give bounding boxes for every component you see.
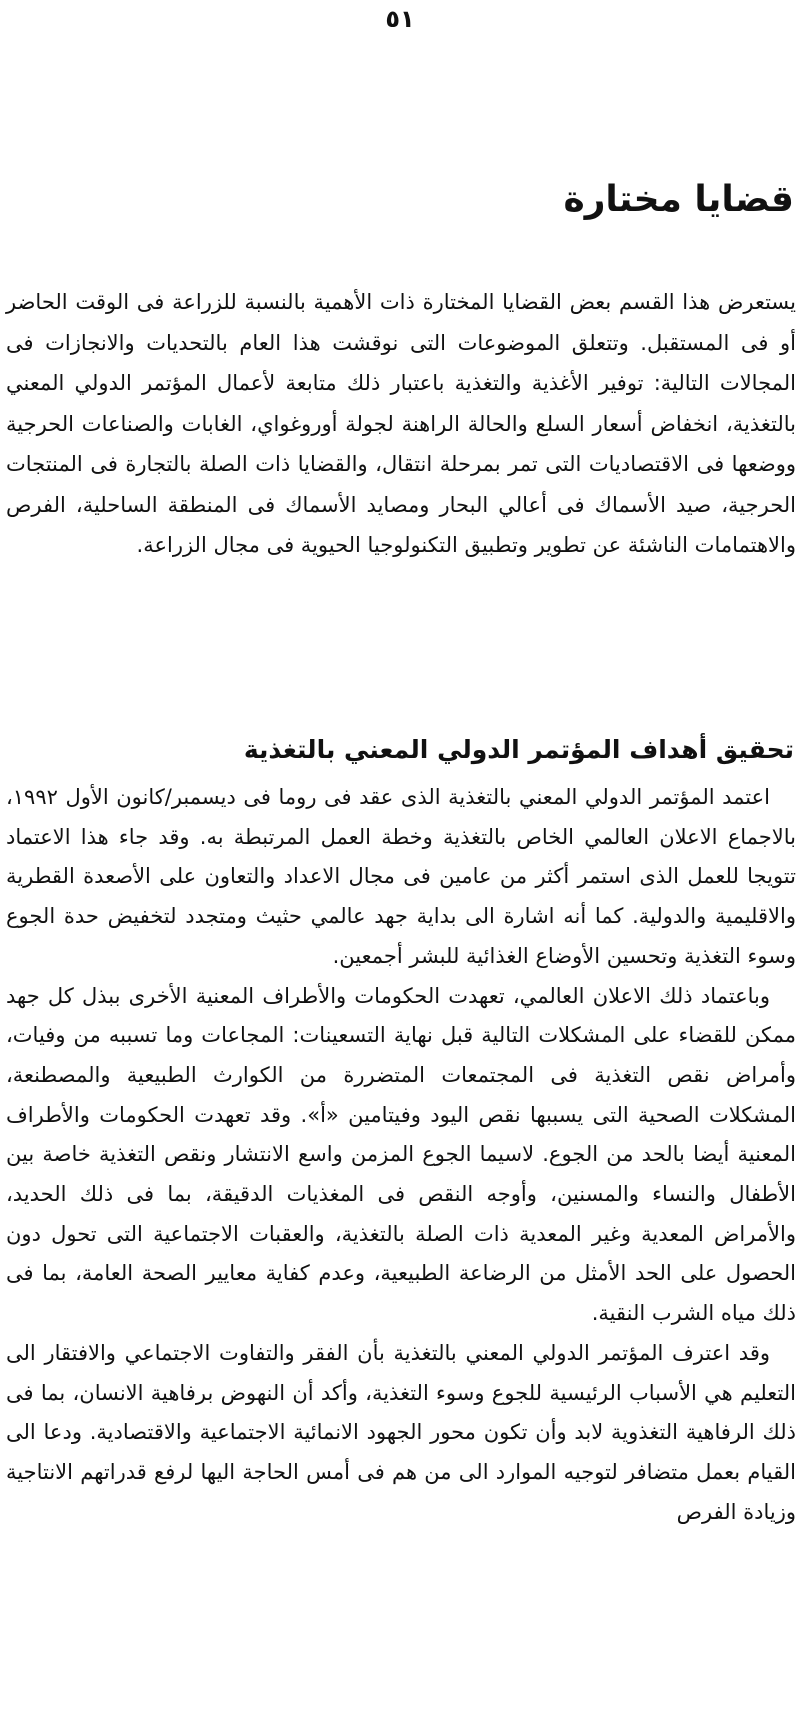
subheading: تحقيق أهداف المؤتمر الدولي المعني بالتغذية [243,735,794,764]
body-text [6,778,796,1532]
body-paragraph: اعتمد المؤتمر الدولي المعني بالتغذية الذى عقد فى روما فى ديسمبر/كانون الأول ١٩٩٢، بالاجماع الاعلان العالمي الخاص بالتغذية وخطة العمل المرتبطة به. وقد جاء هذا الاعتماد تتويجا للعمل الذى استمر أكثر من عامين فى مجال الاعداد والتعاون على الأصعدة القطرية والاقليمية والدولية. كما أنه اشارة الى بداية جهد عالمي حثيث ومتجدد لتخفيض حدة الجوع وسوء التغذية وتحسين الأوضاع الغذائية للبشر أجمعين. [6,785,796,968]
body-paragraph: وباعتماد ذلك الاعلان العالمي، تعهدت الحكومات والأطراف المعنية الأخرى ببذل كل جهد ممكن للقضاء على المشكلات التالية قبل نهاية التسعينات: المجاعات وما تسببه من وفيات، وأمراض نقص التغذية فى المجتمعات المتضررة من الكوارث الطبيعية والمصطنعة، المشكلات الصحية التى يسببها نقص اليود وفيتامين «أ». وقد تعهدت الحكومات والأطراف المعنية أيضا بالحد من الجوع. لاسيما الجوع المزمن واسع الانتشار ونقص التغذية خاصة بين الأطفال والنساء والمسنين، وأوجه النقص فى المغذيات الدقيقة، بما فى ذلك الحديد، والأمراض المعدية وغير المعدية ذات الصلة بالتغذية، والعقبات الاجتماعية التى تحول دون الحصول على الحد الأمثل من الرضاعة الطبيعية، وعدم كفاية معايير الصحة العامة، بما فى ذلك مياه الشرب النقية. [6,983,796,1326]
body-paragraph: وقد اعترف المؤتمر الدولي المعني بالتغذية بأن الفقر والتفاوت الاجتماعي والافتقار الى التعليم هي الأسباب الرئيسية للجوع وسوء التغذية، وأكد أن النهوض برفاهية الانسان، بما فى ذلك الرفاهية التغذوية لابد وأن تكون محور الجهود الانمائية الاجتماعية والاقتصادية. ودعا الى القيام بعمل متضافر لتوجيه الموارد الى من هم فى أمس الحاجة اليها لرفع قدراتهم الانتاجية وزيادة الفرص [6,1340,796,1524]
section-title: قضايا مختارة [563,179,794,220]
intro-paragraph: يستعرض هذا القسم بعض القضايا المختارة ذات الأهمية بالنسبة للزراعة فى الوقت الحاضر أو فى المستقبل. وتتعلق الموضوعات التى نوقشت هذا العام بالتحديات والانجازات فى المجالات التالية: توفير الأغذية والتغذية باعتبار ذلك متابعة لأعمال المؤتمر الدولي المعني بالتغذية، انخفاض أسعار السلع والحالة الراهنة لجولة أوروغواي، الغابات والصناعات الحرجية ووضعها فى الاقتصاديات التى تمر بمرحلة انتقال، والقضايا ذات الصلة بالتجارة فى المنتجات الحرجية، صيد الأسماك فى أعالي البحار ومصايد الأسماك فى المنطقة الساحلية، الفرص والاهتمامات الناشئة عن تطوير وتطبيق التكنولوجيا الحيوية فى مجال الزراعة. [6,290,796,557]
page-number: ٥١ [385,5,415,33]
